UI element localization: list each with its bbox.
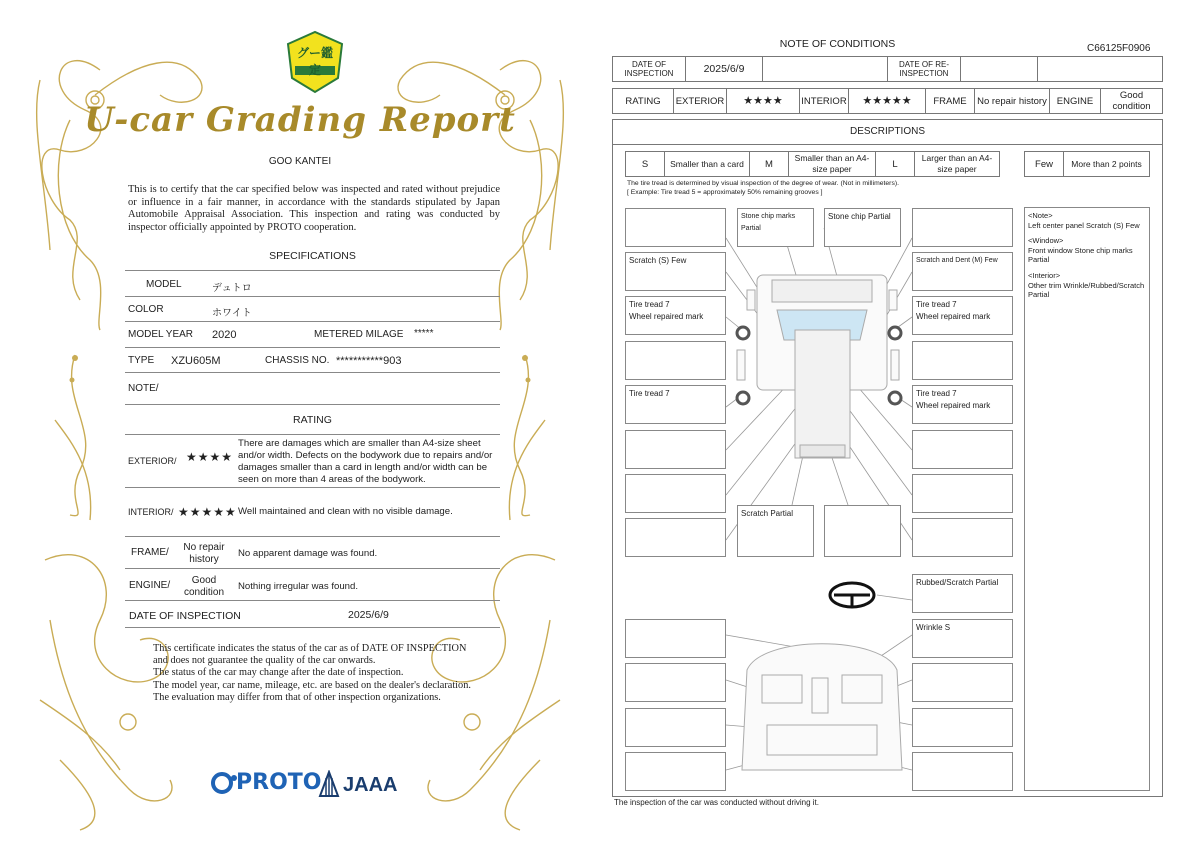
frame-description: No apparent damage was found. [238, 548, 378, 559]
divider [125, 434, 500, 435]
diagram-box [912, 341, 1013, 380]
diagram-box: Stone chip Partial [824, 208, 901, 247]
diagram-box: Scratch Partial [737, 505, 814, 557]
divider [125, 404, 500, 405]
certificate-footer [153, 643, 483, 704]
metered-milage-value: ***** [414, 328, 434, 339]
window-heading: <Window> [1028, 236, 1064, 246]
divider [125, 536, 500, 537]
model-label: MODEL [146, 279, 182, 290]
window-text: Front window Stone chip marks Partial [1028, 245, 1133, 265]
interior-label: INTERIOR/ [128, 507, 174, 517]
divider [125, 296, 500, 297]
box-line: Wheel repaired mark [916, 401, 991, 410]
diagram-box [625, 752, 726, 791]
interior-stars: ★★★★★ [848, 88, 926, 114]
diagram-box: Tire tread 7 [625, 385, 726, 424]
jaaa-logo: JAAA [343, 774, 398, 796]
diagram-box [625, 518, 726, 557]
engine-label: ENGINE [1049, 88, 1101, 114]
jaaa-logo-icon [318, 770, 340, 798]
diagram-box [912, 708, 1013, 747]
conditions-title: NOTE OF CONDITIONS [779, 38, 896, 50]
diagram-box [625, 296, 726, 335]
diagram-box [824, 505, 901, 557]
diagram-box [625, 708, 726, 747]
model-year-value: 2020 [212, 329, 237, 341]
engine-label: ENGINE/ [129, 580, 171, 591]
certificate-title: U-car Grading Report [84, 100, 516, 140]
type-label: TYPE [128, 355, 155, 366]
interior-label: INTERIOR [799, 88, 849, 114]
blank-cell [762, 56, 888, 82]
footer-line: The evaluation may differ from that of other inspection organizations. [153, 691, 441, 703]
divider [125, 627, 500, 628]
legend-l-text: Larger than an A4-size paper [914, 151, 1000, 177]
diagram-box [625, 474, 726, 513]
tire-example: [ Example: Tire tread 5 = approximately 50% remaining grooves ] [627, 189, 823, 196]
color-value: ホワイト [212, 308, 252, 319]
exterior-label: EXTERIOR/ [128, 456, 177, 466]
box-line: Tire tread 7 [916, 389, 957, 398]
footer-line: The status of the car may change after the date of inspection. [153, 667, 404, 679]
diagram-box: Rubbed/Scratch Partial [912, 574, 1013, 613]
divider [125, 270, 500, 271]
diagram-box [912, 430, 1013, 469]
date-of-inspection-value: 2025/6/9 [348, 609, 389, 621]
notes-panel [1024, 207, 1150, 791]
chassis-value: ***********903 [336, 355, 402, 367]
diagram-box [912, 296, 1013, 335]
legend-m-key: M [749, 151, 789, 177]
note-heading: <Note> [1028, 211, 1053, 220]
legend-s-key: S [625, 151, 665, 177]
divider [125, 372, 500, 373]
date-of-inspection-label: DATE OF INSPECTION [129, 610, 241, 622]
footer-line: The model year, car name, mileage, etc. are based on the dealer's declaration. [153, 679, 471, 691]
divider [125, 487, 500, 488]
diagram-box [912, 663, 1013, 702]
report-code: C66125F0906 [1087, 43, 1151, 54]
engine-description: Nothing irregular was found. [238, 581, 358, 592]
footer-line: This certificate indicates the status of the car as of DATE OF INSPECTION and does not guarantee the quality of the car onwards. [153, 643, 467, 667]
legend-l-key: L [875, 151, 915, 177]
color-label: COLOR [128, 304, 164, 315]
exterior-stars: ★★★★ [186, 450, 234, 464]
diagram-box [625, 619, 726, 658]
diagram-box [912, 752, 1013, 791]
note-text: Left center panel Scratch (S) Few [1028, 220, 1140, 230]
divider [125, 347, 500, 348]
proto-logo: PROTO [236, 770, 322, 795]
interior-description: Well maintained and clean with no visible damage. [238, 506, 453, 517]
interior-heading: <Interior> [1028, 270, 1061, 280]
frame-value: No repair history [974, 88, 1050, 114]
model-year-label: MODEL YEAR [128, 329, 194, 340]
diagram-box: Scratch (S) Few [625, 252, 726, 291]
diagram-box [912, 208, 1013, 247]
diagram-box: Scratch and Dent (M) Few [912, 252, 1013, 291]
reinspection-value-cell [960, 56, 1038, 82]
diagram-box [912, 474, 1013, 513]
date-of-inspection-value: 2025/6/9 [685, 56, 763, 82]
box-line: Wheel repaired mark [916, 312, 991, 321]
tire-note: The tire tread is determined by visual inspection of the degree of wear. (Not in millimeters). [627, 180, 899, 187]
diagram-box [625, 663, 726, 702]
chassis-label: CHASSIS NO. [265, 355, 330, 366]
rating-label: RATING [612, 88, 674, 114]
diagram-box [625, 430, 726, 469]
engine-value: Good condition [183, 575, 225, 598]
divider [125, 600, 500, 601]
exterior-stars: ★★★★ [726, 88, 800, 114]
legend-few-key: Few [1024, 151, 1064, 177]
descriptions-heading: DESCRIPTIONS [849, 126, 925, 137]
interior-text: Other trim Wrinkle/Rubbed/Scratch Partial [1028, 280, 1145, 300]
frame-label: FRAME [925, 88, 975, 114]
interior-stars: ★★★★★ [178, 505, 237, 519]
exterior-description: There are damages which are smaller than A4-size sheet and/or width. Defects on the bodywork due to repairs and/or damages smaller than a card in length and/or width can be seen on more than 4 areas of the bodywork. [238, 438, 493, 485]
inspection-footnote: The inspection of the car was conducted without driving it. [614, 798, 819, 807]
divider [125, 321, 500, 322]
diagram-box [912, 518, 1013, 557]
engine-value: Good condition [1100, 88, 1163, 114]
frame-value: No repair history [183, 542, 225, 565]
legend-few-text: More than 2 points [1063, 151, 1150, 177]
certificate-subtitle: GOO KANTEI [268, 156, 332, 167]
legend-m-text: Smaller than an A4-size paper [788, 151, 876, 177]
diagram-box [625, 208, 726, 247]
divider [125, 568, 500, 569]
box-line: Tire tread 7 [629, 300, 670, 309]
note-label: NOTE/ [128, 383, 159, 394]
date-of-reinspection-label: DATE OF RE-INSPECTION [887, 56, 961, 82]
diagram-box: Wrinkle S [912, 619, 1013, 658]
diagram-box [625, 341, 726, 380]
box-line: Wheel repaired mark [629, 312, 704, 321]
diagram-box: Stone chip marks Partial [737, 208, 814, 247]
specifications-heading: SPECIFICATIONS [269, 250, 356, 262]
exterior-label: EXTERIOR [673, 88, 727, 114]
metered-milage-label: METERED MILAGE [314, 329, 404, 340]
model-value: デュトロ [212, 283, 252, 294]
rating-heading: RATING [293, 414, 332, 426]
proto-logo-icon [210, 770, 238, 798]
frame-label: FRAME/ [131, 547, 169, 558]
legend-s-text: Smaller than a card [664, 151, 750, 177]
box-line: Tire tread 7 [916, 300, 957, 309]
date-of-inspection-label: DATE OF INSPECTION [612, 56, 686, 82]
steering-wheel-icon [830, 583, 874, 607]
type-value: XZU605M [171, 355, 221, 367]
certificate-intro: This is to certify that the car specified below was inspected and rated without prejudice or influence in a fair manner, in accordance with the standards stipulated by Japan Automobile Appraisal Association. This inspection and rating was conducted by inspector officially appointed by PROTO cooperation. [128, 184, 500, 233]
blank-cell [1037, 56, 1163, 82]
badge-text: グー鑑定 [296, 46, 333, 77]
diagram-box [912, 385, 1013, 424]
